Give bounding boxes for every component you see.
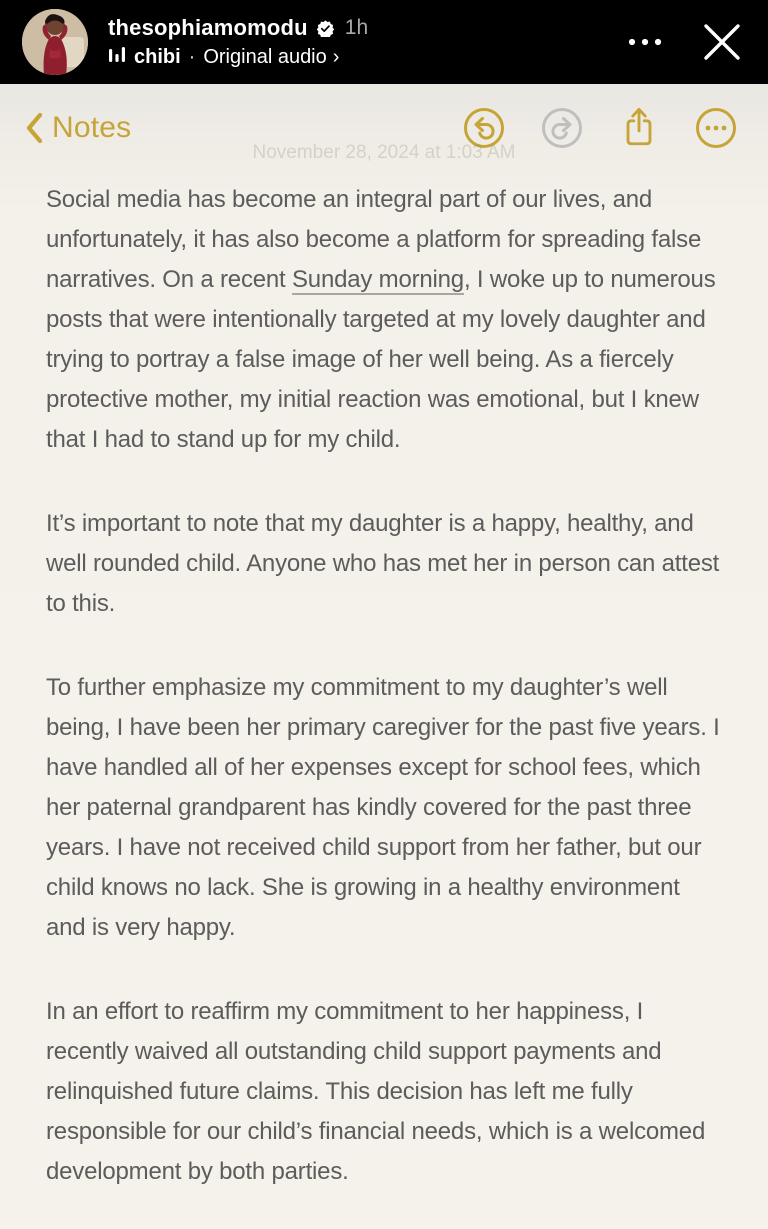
music-track: chibi	[134, 45, 181, 68]
note-paragraph-2: It’s important to note that my daughter is a happy, healthy, and well rounded child. Anyone who has met her in person can attest to this.	[46, 510, 720, 617]
close-icon	[700, 20, 744, 64]
verified-badge-icon	[317, 20, 334, 37]
avatar[interactable]	[22, 9, 88, 75]
notes-back-label: Notes	[52, 111, 132, 144]
share-button[interactable]	[618, 105, 660, 151]
note-content[interactable]	[0, 166, 768, 1192]
note-paragraph-4: In an effort to reaffirm my commitment to her happiness, I recently waived all outstanding child support payments and relinquished future claims. This decision has left me fully responsible for our child’s financial needs, which is a welcomed development by both parties.	[46, 998, 706, 1185]
music-chevron-icon: ›	[332, 45, 340, 68]
notes-app-screenshot	[0, 84, 768, 1229]
undo-icon	[462, 106, 506, 150]
avatar-photo	[22, 9, 88, 75]
sunday-morning-data-detector-link[interactable]: Sunday morning	[291, 266, 464, 293]
note-paragraph-3: To further emphasize my commitment to my daughter’s well being, I have been her primary caregiver for the past five years. I have handled all of her expenses except for school fees, which her paternal grandparent has kindly covered for the past three years. I have not received child support from her father, but our child knows no lack. She is growing in a healthy environment and is very happy.	[46, 674, 720, 941]
username[interactable]: thesophiamomodu	[108, 15, 308, 40]
music-separator: ·	[188, 45, 196, 68]
story-header	[0, 0, 768, 84]
notes-toolbar	[0, 84, 768, 156]
ellipsis-circle-icon	[694, 106, 738, 150]
note-paragraph-1	[46, 180, 722, 460]
music-attribution[interactable]	[108, 45, 368, 69]
notes-back-button[interactable]	[24, 111, 131, 145]
story-close-button[interactable]	[694, 14, 750, 70]
more-dots-icon	[628, 37, 662, 47]
undo-button[interactable]	[462, 106, 506, 150]
story-timestamp: 1h	[344, 16, 369, 39]
more-options-button[interactable]	[694, 106, 738, 150]
music-equalizer-icon	[108, 45, 126, 69]
redo-icon	[540, 106, 584, 150]
notes-toolbar-icons	[462, 105, 738, 151]
paragraph-text: Social media has become an integral part of our lives, and unfortunately, it has also become a platform for spreading false narratives. On a recent	[46, 186, 702, 293]
paragraph-text: , I woke up to numerous posts that were intentionally targeted at my lovely daughter and trying to portray a false image of her well being. As a fiercely protective mother, my initial reaction was emotional, but I knew that I had to stand up for my child.	[46, 266, 716, 453]
share-icon	[618, 105, 660, 151]
back-chevron-icon	[24, 112, 44, 144]
story-title-row	[108, 15, 368, 41]
story-meta	[108, 15, 368, 69]
redo-button[interactable]	[540, 106, 584, 150]
story-menu-button[interactable]	[622, 31, 668, 53]
story-header-actions	[622, 14, 750, 70]
music-audio-label: Original audio	[203, 45, 327, 68]
note-date: November 28, 2024 at 1:03 AM	[252, 142, 516, 163]
